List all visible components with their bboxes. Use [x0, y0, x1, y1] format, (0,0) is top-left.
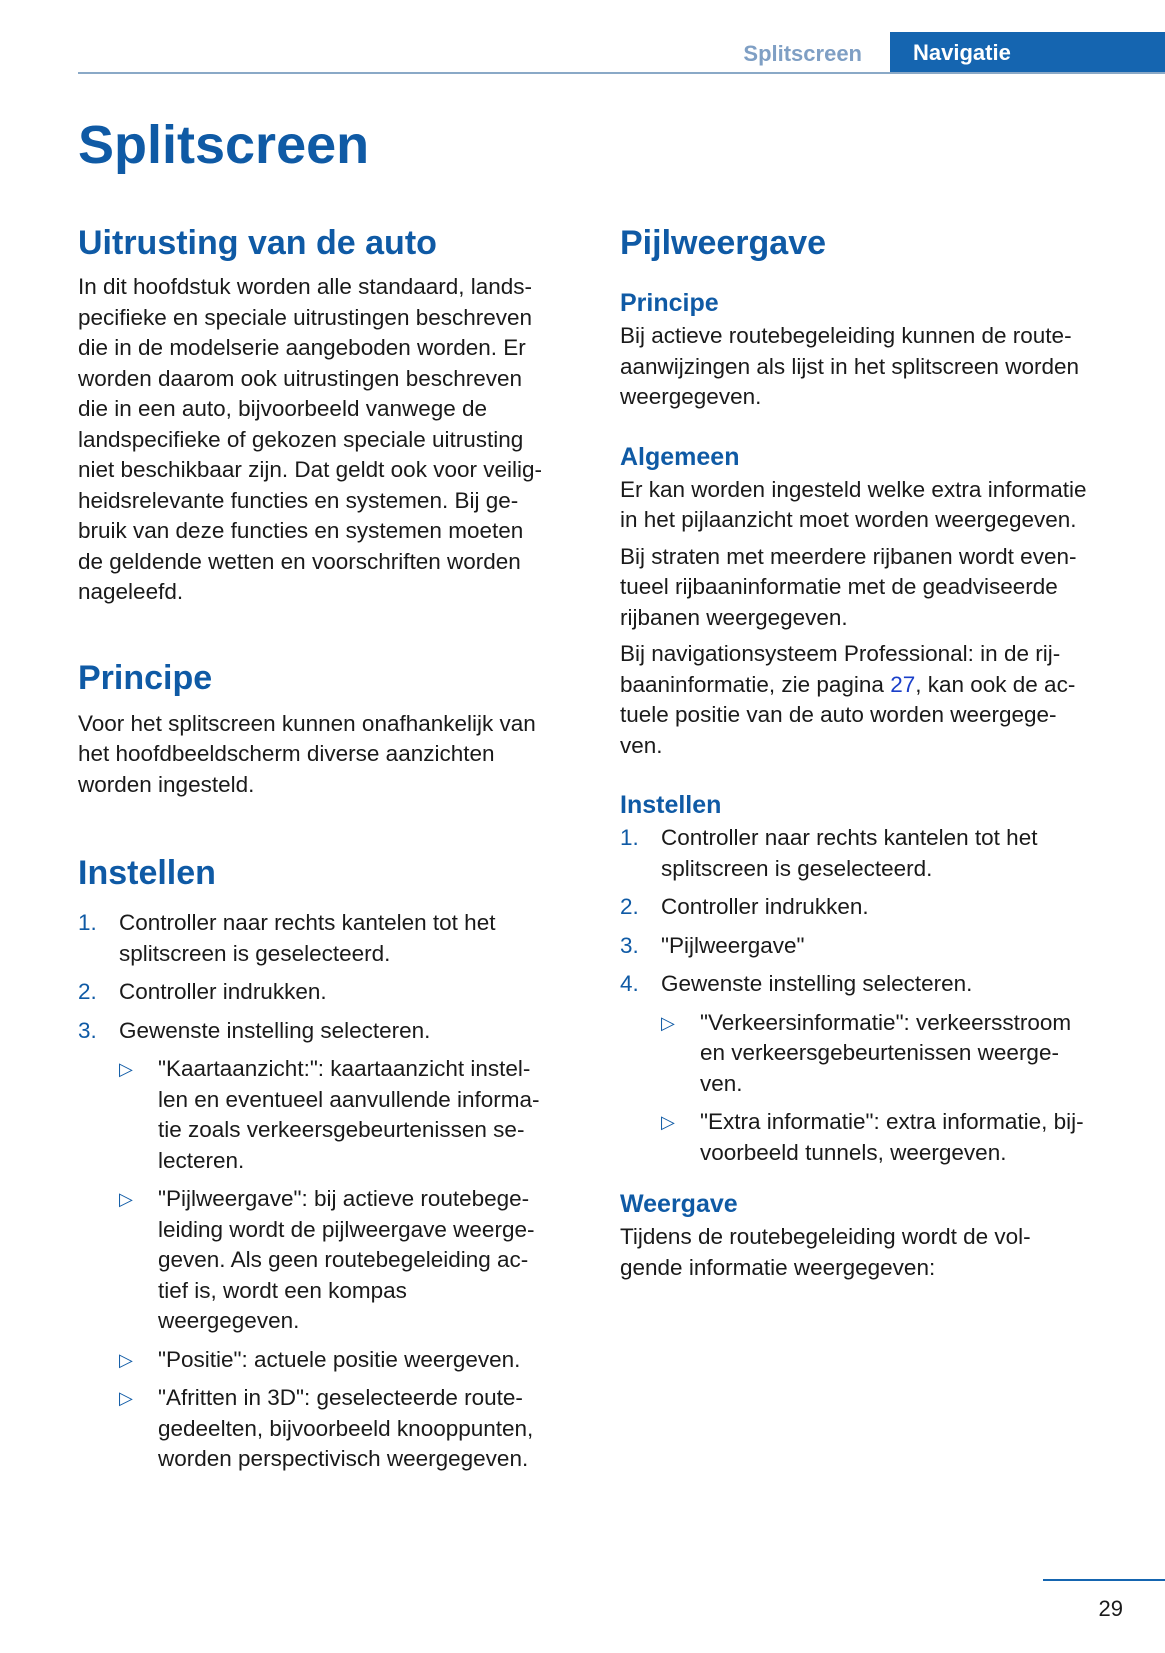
list-item: ▷ "Pijlweergave": bij actieve routebege- leiding wordt de pijlweergave weerge- geven. Als geen routebegeleiding ac- tief is, wordt een kompas weergegeven.: [119, 1186, 535, 1333]
general-paragraph-3: Bij navigationsysteem Professional: in de rij- baaninformatie, zie pagina 27, kan ook de ac- tuele positie van de auto worden weergege- ven.: [620, 641, 1076, 758]
display-paragraph: Tijdens de routebegeleiding wordt de vol- gende informatie weergegeven:: [620, 1224, 1031, 1280]
list-item: 4. Gewenste instelling selecteren. ▷ "Verkeersinformatie": verkeersstroom en verkeersgebeurtenissen weerge- ven. ▷ "Extra informatie": extra informatie, bij- voorbeeld tunnels, weergeven.: [620, 969, 1120, 1168]
page-number: 29: [1098, 1596, 1123, 1621]
running-header-section: Splitscreen: [743, 41, 862, 66]
page-reference-link[interactable]: 27: [890, 671, 916, 697]
list-item: ▷ "Afritten in 3D": geselecteerde route- gedeelten, bijvoorbeeld knooppunten, worden perspectivisch weergegeven.: [119, 1385, 534, 1471]
list-item: 1. Controller naar rechts kantelen tot het splitscreen is geselecteerd.: [620, 825, 1038, 881]
page-number-rule: [1043, 1579, 1165, 1581]
list-item: 3. Gewenste instelling selecteren. ▷ "Kaartaanzicht:": kaartaanzicht instel- len en eventueel aanvullende informa- tie zoals verkeersgebeurtenissen se- lecteren. ▷ "Pijlweergave": bij actieve routebege- leiding wordt de pijlweergave weerge- geven. Als geen routebegeleiding ac- tief is, wordt een kompas weergegeven. ▷ "Positie": actuele positie weergeven. ▷ "Afritten in 3D": geselecteerde route- gedeelten, bijvoorbeeld knooppunten, worden perspectivisch weergegeven.: [78, 1016, 576, 1475]
heading-principle-left: Principe: [78, 658, 213, 697]
header-rule: [78, 72, 1165, 74]
right-column: [620, 218, 1120, 1283]
heading-arrow-view: Pijlweergave: [620, 224, 827, 262]
list-item: ▷ "Extra informatie": extra informatie, bij- voorbeeld tunnels, weergeven.: [661, 1109, 1084, 1165]
page-title: Splitscreen: [78, 115, 370, 175]
list-item: ▷ "Positie": actuele positie weergeven.: [117, 1345, 576, 1376]
triangle-bullet-icon: ▷: [119, 1189, 133, 1209]
heading-equipment: Uitrusting van de auto: [78, 224, 437, 262]
settings-options-right: [659, 1008, 1120, 1169]
list-item: 1. Controller naar rechts kantelen tot het splitscreen is geselecteerd.: [78, 910, 496, 966]
equipment-paragraph: In dit hoofdstuk worden alle standaard, lands- pecifieke en speciale uitrustingen beschreven die in de modelserie aangeboden worden. Er worden daarom ook uitrustingen beschreven die in een auto, bijvoorbeeld vanwege de landspecifieke of gekozen speciale uitrusting niet beschikbaar zijn. Dat geldt ook voor veilig- heidsrelevante functies en systemen. Bij ge- bruik van deze functies en systemen moeten de geldende wetten en voorschriften worden nageleefd.: [78, 274, 542, 604]
settings-steps-left: [78, 908, 576, 1475]
principle-paragraph-left: Voor het splitscreen kunnen onafhankelijk van het hoofdbeeldscherm diverse aanzichten worden ingesteld.: [78, 710, 536, 797]
list-item: 2. Controller indrukken.: [78, 979, 327, 1004]
general-paragraph-2: Bij straten met meerdere rijbanen wordt even- tueel rijbaaninformatie met de geadviseerde rijbanen weergegeven.: [620, 543, 1077, 630]
heading-settings-left: Instellen: [78, 854, 216, 892]
list-item: ▷ "Kaartaanzicht:": kaartaanzicht instel- len en eventueel aanvullende informa- tie zoals verkeersgebeurtenissen se- lecteren.: [119, 1056, 540, 1173]
triangle-bullet-icon: ▷: [661, 1112, 675, 1132]
heading-display: Weergave: [620, 1190, 738, 1218]
left-column: [78, 218, 576, 1483]
heading-settings-right: Instellen: [620, 791, 722, 819]
triangle-bullet-icon: ▷: [119, 1059, 133, 1079]
list-item: 3. "Pijlweergave": [620, 932, 805, 958]
triangle-bullet-icon: ▷: [119, 1388, 133, 1408]
settings-options-left: [117, 1054, 576, 1475]
settings-steps-right: [620, 823, 1120, 1168]
heading-general: Algemeen: [620, 442, 740, 471]
running-header-chapter: Navigatie: [890, 32, 1165, 74]
principle-paragraph-right: Bij actieve routebegeleiding kunnen de route- aanwijzingen als lijst in het splitscreen worden weergegeven.: [620, 323, 1079, 409]
list-item: ▷ "Verkeersinformatie": verkeersstroom en verkeersgebeurtenissen weerge- ven.: [661, 1009, 1072, 1096]
general-paragraph-1: Er kan worden ingesteld welke extra informatie in het pijlaanzicht moet worden weergegeven.: [620, 476, 1087, 532]
heading-principle-right: Principe: [620, 289, 719, 317]
triangle-bullet-icon: ▷: [119, 1349, 133, 1370]
triangle-bullet-icon: ▷: [661, 1012, 675, 1033]
list-item: 2. Controller indrukken.: [620, 894, 869, 919]
